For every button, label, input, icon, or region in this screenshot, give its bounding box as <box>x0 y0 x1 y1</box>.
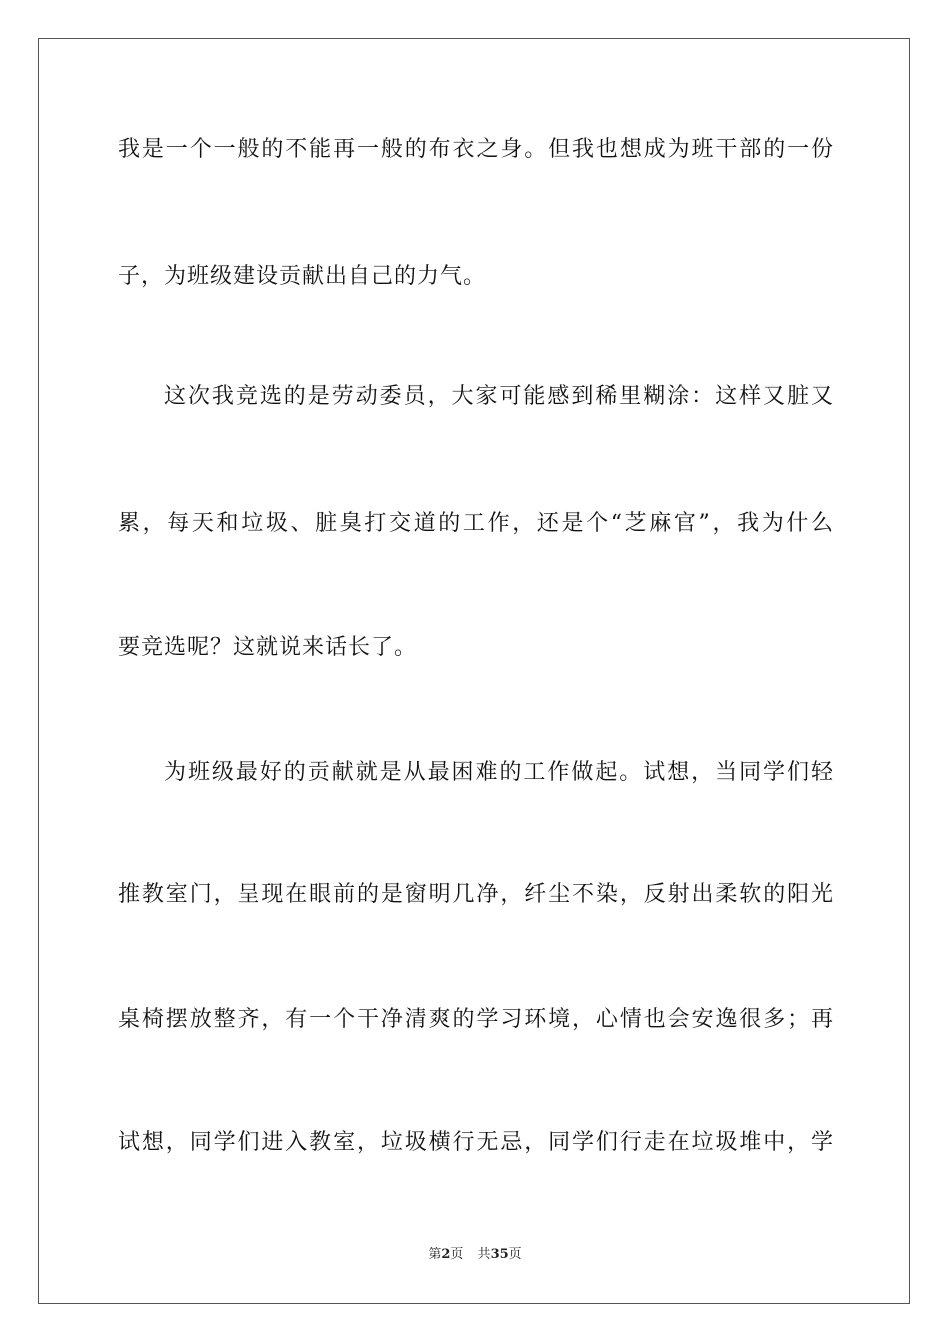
body-text-line: 试想，同学们进入教室，垃圾横行无忌，同学们行走在垃圾堆中，学 <box>118 1130 834 1155</box>
body-text-line: 为班级最好的贡献就是从最困难的工作做起。试想，当同学们轻 <box>164 760 834 785</box>
page-number: 2 <box>441 1247 451 1262</box>
page-prefix: 第 <box>428 1247 442 1262</box>
total-pages <box>478 1247 522 1262</box>
body-text-line: 这次我竞选的是劳动委员，大家可能感到稀里糊涂：这样又脏又 <box>164 384 834 409</box>
body-text-line: 推教室门，呈现在眼前的是窗明几净，纤尘不染，反射出柔软的阳光 <box>118 882 834 907</box>
body-text-line: 子，为班级建设贡献出自己的力气。 <box>118 264 487 289</box>
page-indicator <box>428 1247 463 1262</box>
body-text-line: 要竞选呢？这就说来话长了。 <box>118 635 418 660</box>
total-prefix: 共 <box>477 1247 491 1262</box>
body-text-line: 桌椅摆放整齐，有一个干净清爽的学习环境，心情也会安逸很多；再 <box>118 1007 834 1032</box>
body-text-line: 我是一个一般的不能再一般的布衣之身。但我也想成为班干部的一份 <box>118 137 834 162</box>
total-suffix: 页 <box>508 1247 522 1262</box>
page-frame <box>38 38 910 1304</box>
page-suffix: 页 <box>450 1247 464 1262</box>
body-text-line: 累，每天和垃圾、脏臭打交道的工作，还是个“芝麻官”，我为什么 <box>118 511 834 536</box>
page-footer <box>0 1246 950 1264</box>
total-number: 35 <box>490 1247 509 1262</box>
